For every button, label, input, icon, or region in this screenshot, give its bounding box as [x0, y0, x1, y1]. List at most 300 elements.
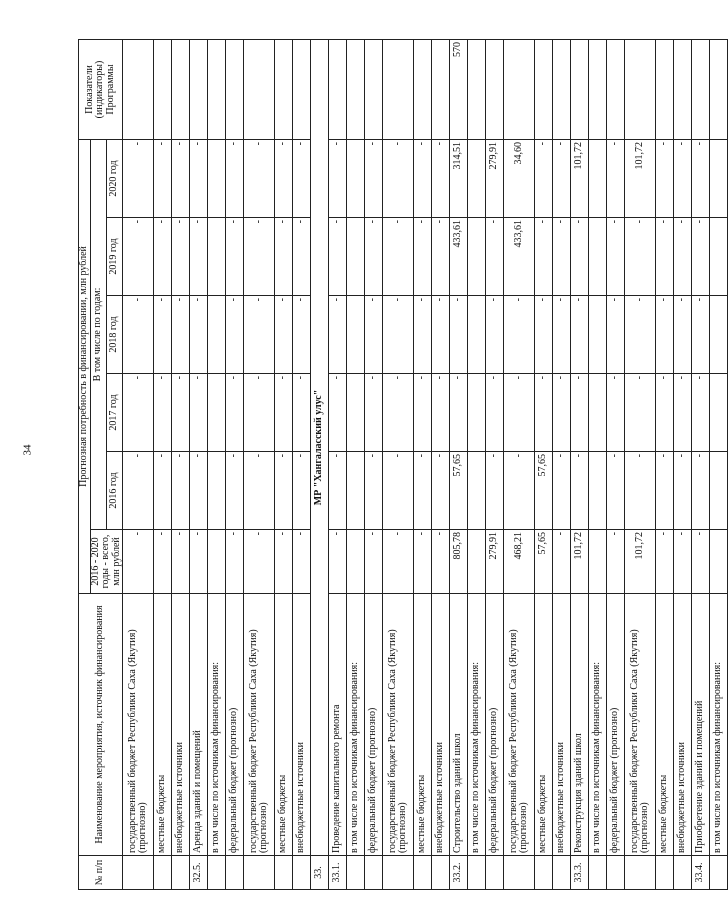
page-number: 34: [21, 444, 34, 456]
cell-y2018: -: [553, 296, 571, 374]
cell-y2020: -: [123, 139, 154, 217]
cell-total: -: [365, 530, 383, 594]
cell-y2019: -: [486, 218, 504, 296]
cell-ind: [589, 39, 607, 139]
cell-ind: [486, 39, 504, 139]
cell-name: местные бюджеты: [275, 594, 293, 856]
cell-ind: [172, 39, 190, 139]
cell-y2020: 314,51: [450, 139, 468, 217]
cell-y2018: [710, 296, 728, 374]
cell-num: [414, 856, 432, 890]
cell-num: [208, 856, 226, 890]
cell-y2019: -: [656, 218, 674, 296]
cell-y2019: [208, 218, 226, 296]
cell-y2017: [208, 374, 226, 452]
cell-name: в том числе по источникам финансирования:: [468, 594, 486, 856]
cell-y2016: -: [656, 452, 674, 530]
cell-y2017: -: [625, 374, 656, 452]
cell-y2016: -: [226, 452, 244, 530]
cell-num: [383, 856, 414, 890]
cell-total: -: [553, 530, 571, 594]
cell-ind: [226, 39, 244, 139]
cell-y2018: -: [535, 296, 553, 374]
table-row: [674, 39, 692, 889]
cell-ind: [710, 39, 728, 139]
cell-y2018: -: [607, 296, 625, 374]
cell-total: [208, 530, 226, 594]
cell-y2018: -: [365, 296, 383, 374]
cell-y2017: -: [486, 374, 504, 452]
cell-y2020: -: [244, 139, 275, 217]
table-body-part2: [329, 39, 728, 889]
cell-ind: [383, 39, 414, 139]
cell-y2019: [347, 218, 365, 296]
cell-y2019: -: [383, 218, 414, 296]
cell-total: [710, 530, 728, 594]
section-title: МР "Хангаласский улус": [311, 39, 329, 855]
cell-y2016: -: [365, 452, 383, 530]
cell-total: [347, 530, 365, 594]
cell-num: [432, 856, 450, 890]
cell-name: федеральный бюджет (прогнозно): [486, 594, 504, 856]
cell-y2019: -: [123, 218, 154, 296]
header-year-2020: 2020 год: [106, 139, 122, 217]
cell-name: государственный бюджет Республики Саха (Якутия) (прогнозно): [504, 594, 535, 856]
cell-y2016: 57,65: [450, 452, 468, 530]
cell-num: [365, 856, 383, 890]
cell-num: [172, 856, 190, 890]
cell-name: федеральный бюджет (прогнозно): [607, 594, 625, 856]
cell-y2017: -: [365, 374, 383, 452]
cell-y2017: -: [244, 374, 275, 452]
cell-total: -: [414, 530, 432, 594]
cell-name: внебюджетные источники: [674, 594, 692, 856]
cell-y2017: -: [571, 374, 589, 452]
cell-y2019: -: [365, 218, 383, 296]
cell-name: внебюджетные источники: [432, 594, 450, 856]
cell-y2018: -: [656, 296, 674, 374]
cell-total: 101,72: [571, 530, 589, 594]
table-row: [293, 39, 311, 889]
cell-num: [123, 856, 154, 890]
cell-y2020: -: [293, 139, 311, 217]
cell-y2017: [710, 374, 728, 452]
header-year-2019: 2019 год: [106, 218, 122, 296]
cell-ind: [535, 39, 553, 139]
cell-y2020: -: [383, 139, 414, 217]
cell-num: 33.3.: [571, 856, 589, 890]
cell-name: местные бюджеты: [535, 594, 553, 856]
cell-y2018: -: [486, 296, 504, 374]
cell-name: Реконструкция зданий школ: [571, 594, 589, 856]
cell-y2020: -: [226, 139, 244, 217]
cell-y2018: -: [432, 296, 450, 374]
cell-y2017: -: [450, 374, 468, 452]
rotated-table-frame: [78, 40, 724, 890]
cell-ind: [275, 39, 293, 139]
cell-name: внебюджетные источники: [172, 594, 190, 856]
cell-y2016: -: [692, 452, 710, 530]
cell-ind: [329, 39, 347, 139]
cell-y2020: -: [190, 139, 208, 217]
cell-y2017: -: [383, 374, 414, 452]
cell-y2018: -: [504, 296, 535, 374]
cell-y2016: -: [123, 452, 154, 530]
cell-num: [553, 856, 571, 890]
cell-y2016: -: [329, 452, 347, 530]
cell-num: [226, 856, 244, 890]
table-row: [607, 39, 625, 889]
table-row: [329, 39, 347, 889]
cell-y2020: -: [535, 139, 553, 217]
cell-ind: 570: [450, 39, 468, 139]
table-row: [365, 39, 383, 889]
section-row-group: [311, 39, 329, 889]
cell-ind: [692, 39, 710, 139]
cell-y2019: -: [625, 218, 656, 296]
cell-ind: [607, 39, 625, 139]
cell-num: [293, 856, 311, 890]
cell-name: государственный бюджет Республики Саха (Якутия) (прогнозно): [383, 594, 414, 856]
header-year-2018: 2018 год: [106, 296, 122, 374]
table-row: [432, 39, 450, 889]
cell-total: -: [329, 530, 347, 594]
header-name: Наименование мероприятия, источник финансирования: [79, 594, 123, 856]
cell-y2020: -: [692, 139, 710, 217]
cell-y2019: -: [329, 218, 347, 296]
cell-y2020: -: [275, 139, 293, 217]
cell-num: [244, 856, 275, 890]
cell-y2020: [710, 139, 728, 217]
cell-name: федеральный бюджет (прогнозно): [365, 594, 383, 856]
cell-y2020: [208, 139, 226, 217]
cell-y2018: -: [329, 296, 347, 374]
table-row: [244, 39, 275, 889]
cell-total: -: [154, 530, 172, 594]
cell-name: в том числе по источникам финансирования:: [589, 594, 607, 856]
cell-y2016: 57,65: [535, 452, 553, 530]
cell-total: -: [607, 530, 625, 594]
cell-name: государственный бюджет Республики Саха (Якутия) (прогнозно): [625, 594, 656, 856]
table-row: [656, 39, 674, 889]
cell-ind: [244, 39, 275, 139]
cell-y2016: -: [553, 452, 571, 530]
header-total: 2016 - 2020 годы - всего, млн рублей: [90, 530, 123, 594]
cell-y2019: [710, 218, 728, 296]
cell-y2017: -: [553, 374, 571, 452]
cell-name: федеральный бюджет (прогнозно): [226, 594, 244, 856]
cell-num: [589, 856, 607, 890]
table-row: [383, 39, 414, 889]
cell-y2020: -: [414, 139, 432, 217]
cell-name: Строительство зданий школ: [450, 594, 468, 856]
header-year-2016: 2016 год: [106, 452, 122, 530]
cell-y2019: -: [244, 218, 275, 296]
cell-y2016: -: [571, 452, 589, 530]
cell-total: 279,91: [486, 530, 504, 594]
cell-total: -: [293, 530, 311, 594]
cell-total: -: [244, 530, 275, 594]
cell-total: -: [656, 530, 674, 594]
cell-num: [674, 856, 692, 890]
cell-ind: [625, 39, 656, 139]
table-row: [710, 39, 728, 889]
cell-name: Приобретение зданий и помещений: [692, 594, 710, 856]
header-by-years: В том числе по годам:: [90, 139, 106, 529]
cell-y2017: -: [607, 374, 625, 452]
cell-y2020: 279,91: [486, 139, 504, 217]
cell-ind: [154, 39, 172, 139]
table-row: [123, 39, 154, 889]
cell-y2017: -: [656, 374, 674, 452]
cell-y2020: 101,72: [625, 139, 656, 217]
header-financing: Прогнозная потребность в финансировании, млн рублей: [79, 139, 91, 593]
cell-ind: [674, 39, 692, 139]
cell-num: [710, 856, 728, 890]
cell-y2017: [468, 374, 486, 452]
table-row: [450, 39, 468, 889]
header-year-2017: 2017 год: [106, 374, 122, 452]
table-body-part1: [123, 39, 311, 889]
cell-total: 805,78: [450, 530, 468, 594]
cell-y2020: -: [365, 139, 383, 217]
cell-ind: [432, 39, 450, 139]
cell-y2020: -: [607, 139, 625, 217]
cell-y2016: [710, 452, 728, 530]
cell-num: 33.4.: [692, 856, 710, 890]
cell-y2016: -: [486, 452, 504, 530]
cell-y2016: -: [383, 452, 414, 530]
cell-y2019: -: [154, 218, 172, 296]
cell-y2020: -: [553, 139, 571, 217]
cell-y2019: [468, 218, 486, 296]
cell-name: государственный бюджет Республики Саха (Якутия) (прогнозно): [244, 594, 275, 856]
header-indicators: Показатели (индикаторы) Программы: [79, 39, 123, 139]
cell-y2016: -: [154, 452, 172, 530]
cell-total: 57,65: [535, 530, 553, 594]
cell-y2017: -: [329, 374, 347, 452]
cell-y2017: -: [674, 374, 692, 452]
cell-y2018: -: [571, 296, 589, 374]
cell-total: -: [190, 530, 208, 594]
cell-ind: [365, 39, 383, 139]
cell-total: -: [674, 530, 692, 594]
cell-y2017: -: [154, 374, 172, 452]
cell-ind: [347, 39, 365, 139]
cell-name: в том числе по источникам финансирования:: [710, 594, 728, 856]
table-row: [190, 39, 208, 889]
cell-total: 468,21: [504, 530, 535, 594]
cell-y2017: -: [123, 374, 154, 452]
cell-y2018: -: [414, 296, 432, 374]
table-row: [504, 39, 535, 889]
cell-total: [468, 530, 486, 594]
cell-y2018: [347, 296, 365, 374]
cell-total: -: [226, 530, 244, 594]
cell-num: [275, 856, 293, 890]
table-row: [589, 39, 607, 889]
cell-y2019: -: [571, 218, 589, 296]
cell-ind: [190, 39, 208, 139]
cell-y2017: -: [226, 374, 244, 452]
cell-y2019: -: [553, 218, 571, 296]
cell-total: 101,72: [625, 530, 656, 594]
cell-ind: [123, 39, 154, 139]
cell-y2019: -: [275, 218, 293, 296]
cell-total: -: [692, 530, 710, 594]
cell-ind: [414, 39, 432, 139]
table-row: [226, 39, 244, 889]
cell-y2017: [347, 374, 365, 452]
cell-y2016: -: [607, 452, 625, 530]
cell-num: [154, 856, 172, 890]
cell-y2019: -: [190, 218, 208, 296]
cell-y2017: [589, 374, 607, 452]
header-num: № п/п: [79, 856, 123, 890]
table-row: [486, 39, 504, 889]
cell-y2016: -: [293, 452, 311, 530]
cell-y2016: -: [432, 452, 450, 530]
cell-y2020: 34,60: [504, 139, 535, 217]
cell-ind: [571, 39, 589, 139]
cell-y2018: -: [450, 296, 468, 374]
cell-y2018: -: [692, 296, 710, 374]
cell-y2016: [589, 452, 607, 530]
cell-y2020: -: [329, 139, 347, 217]
cell-y2019: -: [172, 218, 190, 296]
cell-y2018: -: [383, 296, 414, 374]
cell-y2016: -: [414, 452, 432, 530]
table-row: [553, 39, 571, 889]
cell-y2020: -: [674, 139, 692, 217]
cell-num: 33.2.: [450, 856, 468, 890]
cell-num: [504, 856, 535, 890]
cell-name: в том числе по источникам финансирования:: [208, 594, 226, 856]
cell-y2018: -: [625, 296, 656, 374]
cell-y2019: [589, 218, 607, 296]
cell-num: [486, 856, 504, 890]
financing-table: [78, 39, 728, 890]
cell-y2016: -: [244, 452, 275, 530]
cell-y2017: -: [172, 374, 190, 452]
cell-y2017: -: [190, 374, 208, 452]
cell-y2016: [347, 452, 365, 530]
table-row: [275, 39, 293, 889]
cell-y2020: -: [432, 139, 450, 217]
cell-y2020: [589, 139, 607, 217]
cell-y2017: -: [432, 374, 450, 452]
cell-num: [347, 856, 365, 890]
table-row: [692, 39, 710, 889]
cell-y2016: [468, 452, 486, 530]
cell-y2018: -: [172, 296, 190, 374]
table-row: [347, 39, 365, 889]
cell-total: -: [383, 530, 414, 594]
cell-ind: [208, 39, 226, 139]
cell-num: [656, 856, 674, 890]
cell-y2018: [468, 296, 486, 374]
table-container: [78, 40, 724, 890]
cell-y2016: -: [275, 452, 293, 530]
cell-name: государственный бюджет Республики Саха (Якутия) (прогнозно): [123, 594, 154, 856]
cell-y2019: -: [226, 218, 244, 296]
cell-y2020: -: [172, 139, 190, 217]
cell-y2017: -: [692, 374, 710, 452]
table-row: [625, 39, 656, 889]
table-row: [535, 39, 553, 889]
cell-num: [535, 856, 553, 890]
cell-total: [589, 530, 607, 594]
cell-total: -: [275, 530, 293, 594]
cell-y2019: -: [692, 218, 710, 296]
cell-y2020: -: [154, 139, 172, 217]
table-row: [208, 39, 226, 889]
cell-ind: [293, 39, 311, 139]
cell-y2016: [208, 452, 226, 530]
cell-y2020: 101,72: [571, 139, 589, 217]
table-row: [571, 39, 589, 889]
cell-total: -: [172, 530, 190, 594]
cell-name: внебюджетные источники: [553, 594, 571, 856]
cell-total: -: [432, 530, 450, 594]
cell-name: местные бюджеты: [154, 594, 172, 856]
cell-num: [607, 856, 625, 890]
cell-ind: [468, 39, 486, 139]
cell-name: местные бюджеты: [414, 594, 432, 856]
cell-y2018: -: [293, 296, 311, 374]
cell-name: в том числе по источникам финансирования:: [347, 594, 365, 856]
cell-y2018: -: [244, 296, 275, 374]
cell-num: 32.5.: [190, 856, 208, 890]
cell-y2016: -: [504, 452, 535, 530]
cell-y2019: -: [293, 218, 311, 296]
cell-name: местные бюджеты: [656, 594, 674, 856]
cell-y2018: -: [226, 296, 244, 374]
cell-y2018: -: [154, 296, 172, 374]
cell-y2017: -: [293, 374, 311, 452]
cell-ind: [553, 39, 571, 139]
cell-y2016: -: [674, 452, 692, 530]
cell-num: [625, 856, 656, 890]
table-row: [154, 39, 172, 889]
cell-y2019: -: [535, 218, 553, 296]
cell-num: 33.1.: [329, 856, 347, 890]
cell-y2020: -: [656, 139, 674, 217]
cell-y2019: 433,61: [450, 218, 468, 296]
table-row: [172, 39, 190, 889]
cell-y2019: -: [414, 218, 432, 296]
section-num: 33.: [311, 856, 329, 890]
cell-y2018: -: [674, 296, 692, 374]
cell-y2017: -: [275, 374, 293, 452]
cell-y2016: -: [625, 452, 656, 530]
cell-y2017: -: [535, 374, 553, 452]
cell-name: Аренда зданий и помещений: [190, 594, 208, 856]
cell-y2018: [208, 296, 226, 374]
cell-num: [468, 856, 486, 890]
cell-y2016: -: [172, 452, 190, 530]
cell-y2019: 433,61: [504, 218, 535, 296]
cell-y2017: -: [414, 374, 432, 452]
table-header: [79, 39, 123, 889]
cell-y2016: -: [190, 452, 208, 530]
cell-name: внебюджетные источники: [293, 594, 311, 856]
cell-y2018: -: [190, 296, 208, 374]
cell-y2019: -: [674, 218, 692, 296]
cell-y2019: -: [432, 218, 450, 296]
cell-y2020: [347, 139, 365, 217]
cell-y2018: -: [275, 296, 293, 374]
